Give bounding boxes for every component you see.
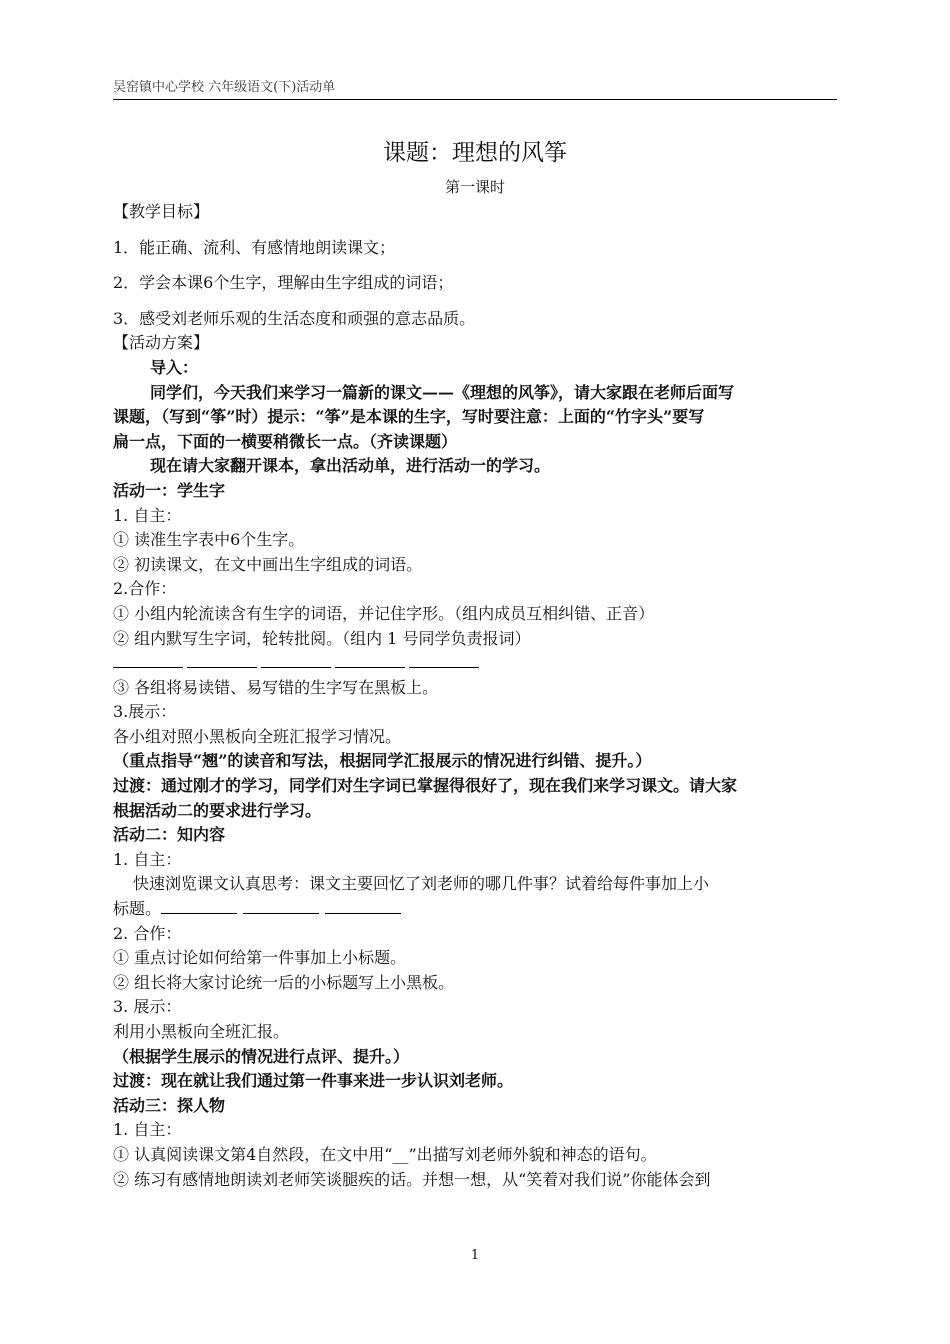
activity1-show-text: 各小组对照小黑板向全班汇报学习情况。 <box>113 726 402 746</box>
intro-paragraph: 课题，（写到“筝”时）提示：“筝”是本课的生字，写时要注意：上面的“竹字头”要写 <box>113 407 705 427</box>
lesson-period: 第一课时 <box>444 178 505 196</box>
subtitle-blank <box>325 899 401 914</box>
document-body <box>113 200 837 1192</box>
goal-item: 2．学会本课6个生字，理解由生字组成的词语； <box>113 273 454 293</box>
activity1-title: 活动一：学生字 <box>113 480 226 500</box>
activity3-self: 1. 自主： <box>113 1120 182 1140</box>
page-header: 吴窑镇中心学校 六年级语文(下)活动单 <box>113 76 837 100</box>
activity2-coop: 2. 合作： <box>113 923 182 943</box>
dictation-blank <box>409 653 479 668</box>
activity2-self-text-end: 标题。 <box>113 899 162 919</box>
activity2-transition: 过渡：现在就让我们通过第一件事来进一步认识刘老师。 <box>113 1071 514 1091</box>
activity1-transition: 根据活动二的要求进行学习。 <box>113 800 322 820</box>
subtitle-blank <box>243 899 319 914</box>
activity3-item: ② 练习有感情地朗读刘老师笑谈腿疾的话。并想一想，从“笑着对我们说”你能体会到 <box>113 1169 711 1189</box>
dictation-blanks <box>113 651 837 676</box>
plan-heading: 【活动方案】 <box>113 333 210 353</box>
intro-paragraph: 同学们，今天我们来学习一篇新的课文——《理想的风筝》，请大家跟在老师后面写 <box>150 382 735 402</box>
activity3-title: 活动三：探人物 <box>113 1095 226 1115</box>
activity2-coop-item: ① 重点讨论如何给第一件事加上小标题。 <box>113 948 407 968</box>
intro-paragraph: 扁一点，下面的一横要稍微长一点。（齐读课题） <box>113 431 458 451</box>
activity3-item: ① 认真阅读课文第4自然段，在文中用“__”出描写刘老师外貌和神态的语句。 <box>113 1144 657 1164</box>
intro-next: 现在请大家翻开课本，拿出活动单，进行活动一的学习。 <box>150 456 551 476</box>
activity1-coop-item: ② 组内默写生字词，轮转批阅。（组内 1 号同学负责报词） <box>113 628 531 648</box>
activity2-show: 3. 展示： <box>113 997 182 1017</box>
goal-item: 1．能正确、流利、有感情地朗读课文； <box>113 237 396 257</box>
intro-label: 导入： <box>150 357 199 377</box>
subtitle-blank <box>161 899 237 914</box>
activity1-self-item: ① 读准生字表中6个生字。 <box>113 530 305 550</box>
activity2-coop-item: ② 组长将大家讨论统一后的小标题写上小黑板。 <box>113 972 455 992</box>
activity1-coop-item: ③ 各组将易读错、易写错的生字写在黑板上。 <box>113 677 439 697</box>
activity1-transition: 过渡：通过刚才的学习，同学们对生字词已掌握得很好了，现在我们来学习课文。请大家 <box>113 776 738 796</box>
activity2-self-text: 快速浏览课文认真思考：课文主要回忆了刘老师的哪几件事？试着给每件事加上小 <box>133 874 710 894</box>
activity1-focus: （重点指导“翘”的读音和写法，根据同学汇报展示的情况进行纠错、提升。） <box>113 751 652 771</box>
dictation-blank <box>335 653 405 668</box>
goals-heading: 【教学目标】 <box>113 202 210 221</box>
dictation-blank <box>261 653 331 668</box>
page-number: 1 <box>470 1248 480 1263</box>
activity1-show: 3.展示： <box>113 702 177 722</box>
activity2-comment: （根据学生展示的情况进行点评、提升。） <box>113 1046 410 1066</box>
activity1-coop-item: ① 小组内轮流读含有生字的词语，并记住字形。（组内成员互相纠错、正音） <box>113 603 655 623</box>
activity2-title: 活动二：知内容 <box>113 825 226 845</box>
activity1-self: 1. 自主： <box>113 505 182 525</box>
activity1-self-item: ② 初读课文，在文中画出生字组成的词语。 <box>113 554 423 574</box>
dictation-blank <box>187 653 257 668</box>
goal-item: 3．感受刘老师乐观的生活态度和顽强的意志品质。 <box>113 308 476 328</box>
activity2-self-text-cont <box>113 897 837 922</box>
activity1-coop: 2.合作： <box>113 579 177 599</box>
activity2-self: 1. 自主： <box>113 849 182 869</box>
lesson-title: 课题：理想的风筝 <box>383 140 567 166</box>
activity2-show-text: 利用小黑板向全班汇报。 <box>113 1022 290 1041</box>
dictation-blank <box>113 653 183 668</box>
